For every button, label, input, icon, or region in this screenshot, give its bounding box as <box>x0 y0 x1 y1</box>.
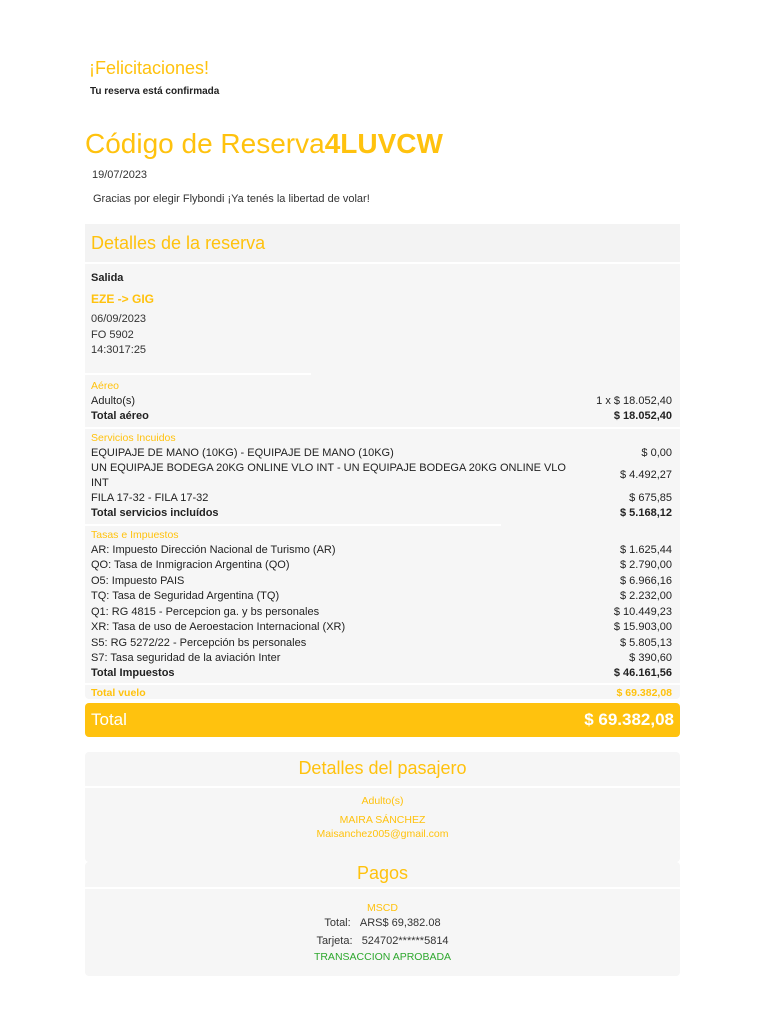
tasas-total-label: Total Impuestos <box>91 667 175 679</box>
tax-row-label: S7: Tasa seguridad de la aviación Inter <box>91 652 281 664</box>
service-row-value: $ 0,00 <box>641 447 672 459</box>
payment-card-value: 524702******5814 <box>361 935 449 947</box>
tax-row-label: O5: Impuesto PAIS <box>91 575 185 587</box>
servicios-total-label: Total servicios incluídos <box>91 507 219 519</box>
service-row-label: UN EQUIPAJE BODEGA 20KG ONLINE VLO INT - UN EQUIPAJE BODEGA 20KG ONLINE VLO <box>91 462 566 474</box>
passenger-details-panel <box>85 752 680 862</box>
divider <box>85 427 680 429</box>
route: EZE -> GIG <box>91 292 155 306</box>
tax-row-label: AR: Impuesto Dirección Nacional de Turismo (AR) <box>91 544 336 556</box>
passenger-name: MAIRA SÁNCHEZ <box>339 814 426 826</box>
payment-card-label: Tarjeta: <box>316 935 353 947</box>
service-row-value: $ 675,85 <box>629 492 672 504</box>
aereo-row-value: 1 x $ 18.052,40 <box>596 395 672 407</box>
passenger-title-row <box>85 752 680 788</box>
service-row-value: $ 4.492,27 <box>620 469 672 481</box>
flight-time: 14:3017:25 <box>91 344 147 356</box>
reservation-code-label: Código de Reserva <box>85 128 325 159</box>
leg-label: Salida <box>91 272 124 284</box>
payment-status: TRANSACCION APROBADA <box>313 951 452 963</box>
tax-row-label: Q1: RG 4815 - Percepcion ga. y bs personales <box>91 606 320 618</box>
tax-row-label: S5: RG 5272/22 - Percepción bs personales <box>91 637 307 649</box>
passenger-email: Maisanchez005@gmail.com <box>316 828 449 840</box>
booking-date: 19/07/2023 <box>92 169 148 181</box>
payments-panel <box>85 862 680 976</box>
grand-total-label: Total <box>91 710 127 729</box>
flight-number: FO 5902 <box>91 329 134 341</box>
reservation-code-value: 4LUVCW <box>324 128 443 159</box>
aereo-total-value: $ 18.052,40 <box>613 410 672 422</box>
tax-row-label: XR: Tasa de uso de Aeroestacion Internacional (XR) <box>91 621 346 633</box>
tax-row-label: QO: Tasa de Inmigracion Argentina (QO) <box>91 559 290 571</box>
reservation-details-panel <box>85 224 680 699</box>
details-title-row <box>85 224 680 264</box>
payment-total-label: Total: <box>324 917 351 929</box>
tax-row-value: $ 5.805,13 <box>620 637 672 649</box>
section-aereo: Aéreo <box>91 380 120 392</box>
thanks-message: Gracias por elegir Flybondi ¡Ya tenés la libertad de volar! <box>93 193 370 205</box>
tax-row-value: $ 2.790,00 <box>620 559 672 571</box>
payments-title: Pagos <box>356 863 409 883</box>
servicios-total-value: $ 5.168,12 <box>620 507 672 519</box>
service-row-label-cont: INT <box>91 477 109 489</box>
passenger-type: Adulto(s) <box>361 795 404 807</box>
tax-row-value: $ 390,60 <box>629 652 672 664</box>
tax-row-label: TQ: Tasa de Seguridad Argentina (TQ) <box>91 590 280 602</box>
vuelo-total-label: Total vuelo <box>91 687 146 699</box>
divider <box>85 373 311 375</box>
payment-method: MSCD <box>367 902 398 914</box>
aereo-total-label: Total aéreo <box>91 410 149 422</box>
vuelo-total-value: $ 69.382,08 <box>616 687 672 699</box>
payments-title-row <box>85 862 680 889</box>
tax-row-value: $ 1.625,44 <box>620 544 672 556</box>
divider <box>85 683 680 685</box>
payment-card <box>85 935 680 947</box>
tax-row-value: $ 6.966,16 <box>620 575 672 587</box>
grand-total-bar <box>85 703 680 737</box>
passenger-title: Detalles del pasajero <box>298 758 467 778</box>
tax-row-value: $ 15.903,00 <box>613 621 672 633</box>
aereo-row-label: Adulto(s) <box>91 395 136 407</box>
tax-row-value: $ 2.232,00 <box>620 590 672 602</box>
reservation-code-heading <box>85 128 443 160</box>
service-row-label: FILA 17-32 - FILA 17-32 <box>91 492 209 504</box>
payment-total-value: ARS$ 69,382.08 <box>359 917 441 929</box>
tax-row-value: $ 10.449,23 <box>613 606 672 618</box>
service-row-label: EQUIPAJE DE MANO (10KG) - EQUIPAJE DE MANO (10KG) <box>91 447 394 459</box>
grand-total-value: $ 69.382,08 <box>584 710 674 729</box>
details-title: Detalles de la reserva <box>91 233 266 253</box>
tasas-total-value: $ 46.161,56 <box>613 667 672 679</box>
section-servicios: Servicios Incuidos <box>91 432 176 444</box>
payment-total <box>85 917 680 929</box>
greeting-title: ¡Felicitaciones! <box>89 58 210 78</box>
section-tasas: Tasas e Impuestos <box>91 529 179 541</box>
divider <box>85 524 501 526</box>
confirmation-subtitle: Tu reserva está confirmada <box>90 86 220 97</box>
flight-date: 06/09/2023 <box>91 313 147 325</box>
